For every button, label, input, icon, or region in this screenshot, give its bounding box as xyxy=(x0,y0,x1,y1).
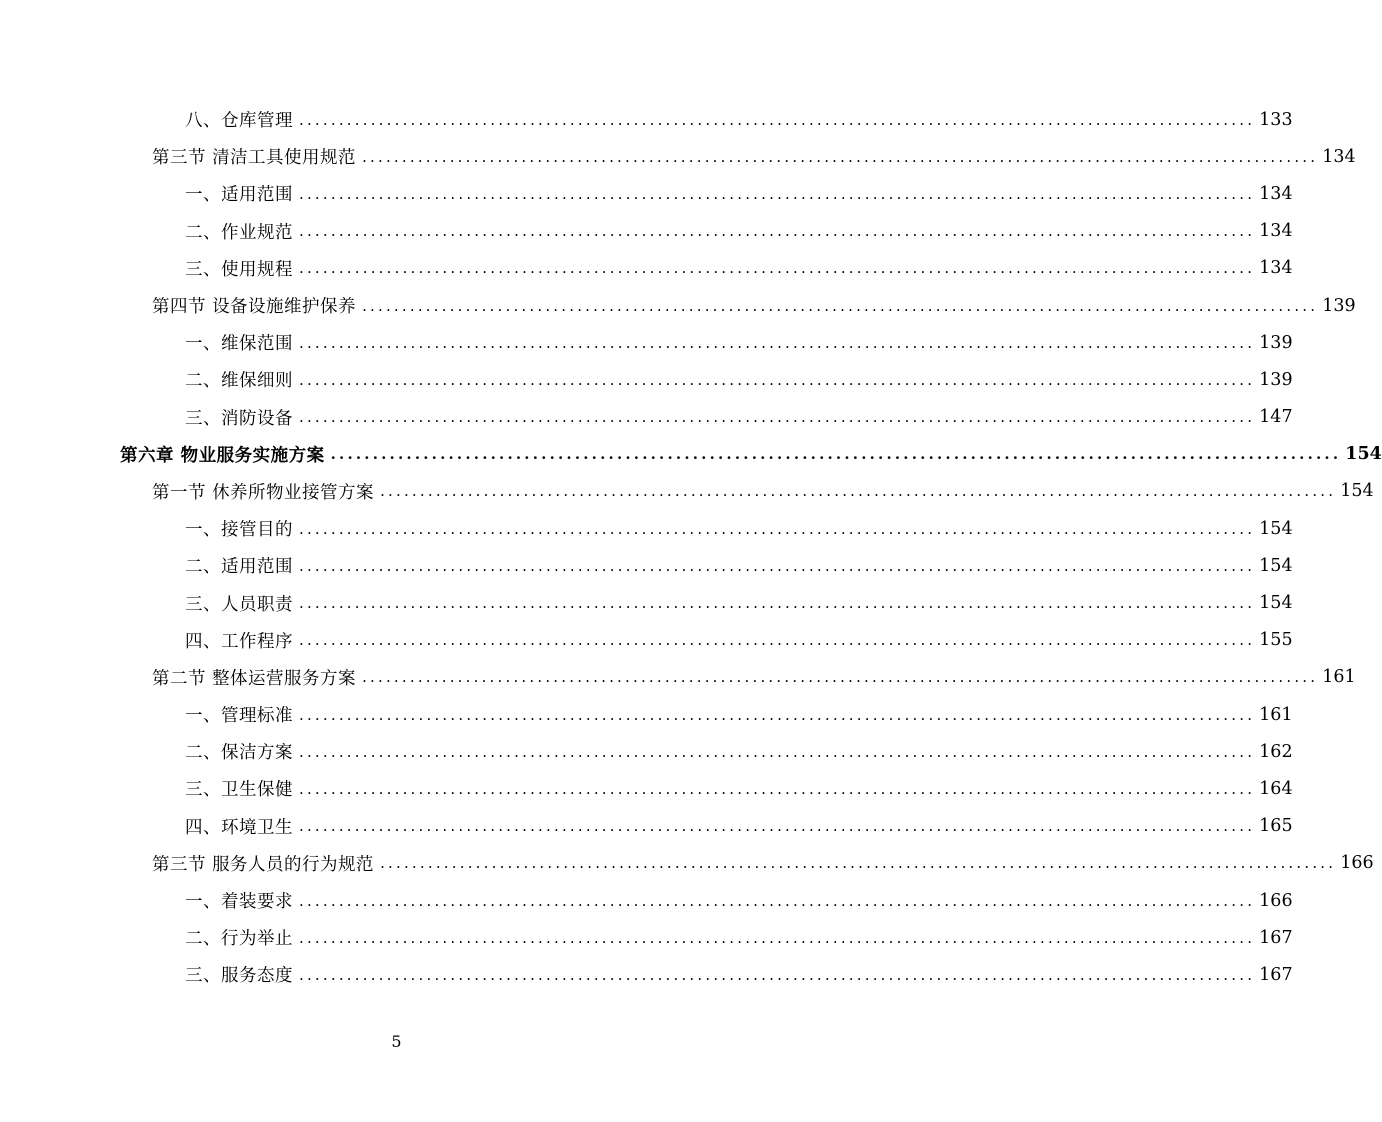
toc-entry-title: 二、作业规范 xyxy=(185,222,293,243)
toc-entry-title: 八、仓库管理 xyxy=(185,111,293,132)
toc-entry-page: 164 xyxy=(1259,778,1293,799)
dot-leader: ........................................................................................................................ xyxy=(299,779,1256,798)
toc-entry-page: 154 xyxy=(1259,593,1293,614)
toc-entry-title: 第四节 设备设施维护保养 xyxy=(152,297,357,318)
dot-leader: ........................................................................................................................ xyxy=(299,259,1256,278)
toc-entry-title: 第一节 休养所物业接管方案 xyxy=(152,482,375,503)
toc-entry xyxy=(0,510,1293,547)
toc-entry xyxy=(0,696,1293,733)
toc-entry-title: 一、维保范围 xyxy=(185,334,293,355)
toc-entry-page: 139 xyxy=(1259,369,1293,390)
page-number: 5 xyxy=(391,1032,402,1051)
toc-entry-page: 161 xyxy=(1259,704,1293,725)
toc-entry xyxy=(0,919,1293,956)
toc-entry xyxy=(0,101,1293,138)
toc-entry-title: 一、着装要求 xyxy=(185,892,293,913)
dot-leader: ........................................................................................................................ xyxy=(380,854,1337,873)
toc-entry xyxy=(0,770,1293,807)
toc-entry-title: 二、保洁方案 xyxy=(185,743,293,764)
toc-entry-page: 166 xyxy=(1340,853,1374,874)
toc-entry-title: 三、卫生保健 xyxy=(185,780,293,801)
dot-leader: ........................................................................................................................ xyxy=(330,445,1342,464)
toc-entry-page: 155 xyxy=(1259,630,1293,651)
toc-entry-title: 第三节 服务人员的行为规范 xyxy=(152,854,375,875)
toc-entry xyxy=(0,845,1374,882)
dot-leader: ........................................................................................................................ xyxy=(299,222,1256,241)
toc-entry xyxy=(0,287,1356,324)
dot-leader: ........................................................................................................................ xyxy=(299,965,1256,984)
dot-leader: ........................................................................................................................ xyxy=(299,333,1256,352)
toc-entry xyxy=(0,547,1293,584)
toc-entry-page: 154 xyxy=(1345,444,1382,465)
toc-entry-page: 167 xyxy=(1259,964,1293,985)
toc-entry-page: 162 xyxy=(1259,741,1293,762)
dot-leader: ........................................................................................................................ xyxy=(362,668,1319,687)
toc-entry xyxy=(0,882,1293,919)
toc-entry xyxy=(0,473,1374,510)
toc-entry-title: 二、适用范围 xyxy=(185,557,293,578)
toc-chapter-entry xyxy=(0,436,1382,473)
toc-entry-page: 161 xyxy=(1322,667,1356,688)
toc-entry-title: 三、使用规程 xyxy=(185,259,293,280)
toc-entry xyxy=(0,808,1293,845)
toc-entry-title: 第三节 清洁工具使用规范 xyxy=(152,148,357,169)
dot-leader: ........................................................................................................................ xyxy=(299,705,1256,724)
toc-entry xyxy=(0,250,1293,287)
dot-leader: ........................................................................................................................ xyxy=(299,631,1256,650)
dot-leader: ........................................................................................................................ xyxy=(299,594,1256,613)
toc-entry xyxy=(0,399,1293,436)
toc-entry-page: 167 xyxy=(1259,927,1293,948)
toc-entry-page: 134 xyxy=(1322,146,1356,167)
dot-leader: ........................................................................................................................ xyxy=(380,482,1337,501)
toc-entry-title: 一、接管目的 xyxy=(185,520,293,541)
toc-entry xyxy=(0,324,1293,361)
dot-leader: ........................................................................................................................ xyxy=(362,147,1319,166)
toc-entry xyxy=(0,138,1356,175)
toc-entry-title: 三、消防设备 xyxy=(185,408,293,429)
dot-leader: ........................................................................................................................ xyxy=(299,928,1256,947)
toc-entry xyxy=(0,956,1293,993)
dot-leader: ........................................................................................................................ xyxy=(362,296,1319,315)
toc-entry-title: 四、环境卫生 xyxy=(185,817,293,838)
toc-entry-title: 二、维保细则 xyxy=(185,371,293,392)
toc-entry xyxy=(0,361,1293,398)
toc-entry xyxy=(0,622,1293,659)
toc-entry-page: 165 xyxy=(1259,816,1293,837)
toc-entry-title: 一、适用范围 xyxy=(185,185,293,206)
dot-leader: ........................................................................................................................ xyxy=(299,408,1256,427)
dot-leader: ........................................................................................................................ xyxy=(299,370,1256,389)
toc-entry-title: 二、行为举止 xyxy=(185,929,293,950)
toc-entry-title: 第六章 物业服务实施方案 xyxy=(120,445,325,466)
dot-leader: ........................................................................................................................ xyxy=(299,110,1256,129)
toc-entry-page: 139 xyxy=(1322,295,1356,316)
toc-entry xyxy=(0,175,1293,212)
table-of-contents xyxy=(0,101,1382,994)
toc-entry-title: 三、服务态度 xyxy=(185,966,293,987)
toc-entry-page: 139 xyxy=(1259,332,1293,353)
toc-entry-title: 一、管理标准 xyxy=(185,706,293,727)
toc-entry-page: 154 xyxy=(1259,555,1293,576)
toc-entry-page: 134 xyxy=(1259,258,1293,279)
toc-entry-title: 第二节 整体运营服务方案 xyxy=(152,668,357,689)
toc-entry-page: 166 xyxy=(1259,890,1293,911)
toc-entry-page: 134 xyxy=(1259,221,1293,242)
toc-entry-page: 134 xyxy=(1259,183,1293,204)
toc-entry xyxy=(0,584,1293,621)
toc-entry xyxy=(0,213,1293,250)
toc-entry xyxy=(0,659,1356,696)
dot-leader: ........................................................................................................................ xyxy=(299,817,1256,836)
toc-entry xyxy=(0,733,1293,770)
toc-entry-page: 154 xyxy=(1340,481,1374,502)
dot-leader: ........................................................................................................................ xyxy=(299,742,1256,761)
dot-leader: ........................................................................................................................ xyxy=(299,891,1256,910)
dot-leader: ........................................................................................................................ xyxy=(299,184,1256,203)
toc-entry-page: 147 xyxy=(1259,407,1293,428)
dot-leader: ........................................................................................................................ xyxy=(299,556,1256,575)
toc-entry-title: 三、人员职责 xyxy=(185,594,293,615)
dot-leader: ........................................................................................................................ xyxy=(299,519,1256,538)
toc-entry-page: 154 xyxy=(1259,518,1293,539)
toc-entry-title: 四、工作程序 xyxy=(185,631,293,652)
toc-entry-page: 133 xyxy=(1259,109,1293,130)
